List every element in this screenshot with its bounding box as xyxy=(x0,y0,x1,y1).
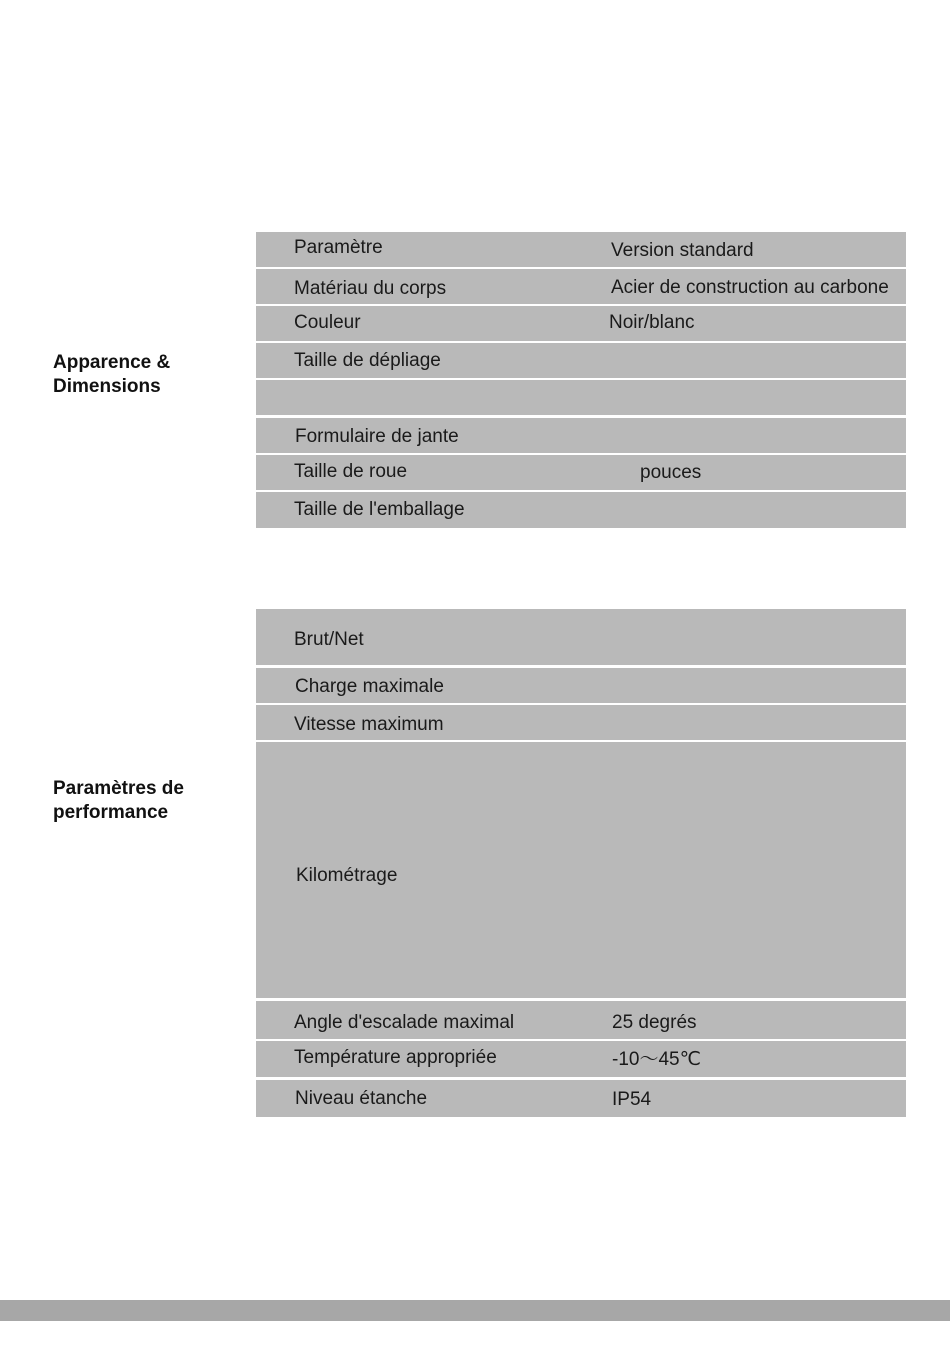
table-row xyxy=(256,343,906,378)
table-row xyxy=(256,742,906,998)
value-cell: Noir/blanc xyxy=(609,312,695,333)
value-cell: Acier de construction au carbone xyxy=(611,277,889,298)
value-cell: 25 degrés xyxy=(612,1012,697,1033)
param-cell: Taille de l'emballage xyxy=(294,499,465,520)
table-row xyxy=(256,609,906,665)
table-row xyxy=(256,1001,906,1039)
value-cell: Version standard xyxy=(611,240,754,261)
table-row xyxy=(256,1041,906,1077)
table-row xyxy=(256,1080,906,1117)
section-label-line: Dimensions xyxy=(53,376,161,397)
param-cell: Taille de dépliage xyxy=(294,350,441,371)
table-row xyxy=(256,668,906,703)
param-cell: Charge maximale xyxy=(295,676,444,697)
section-label-line: Paramètres de xyxy=(53,778,184,799)
table-row xyxy=(256,705,906,740)
param-cell: Niveau étanche xyxy=(295,1088,428,1109)
footer-bar xyxy=(0,1300,950,1321)
param-cell: Couleur xyxy=(294,312,361,333)
table-row xyxy=(256,418,906,453)
param-cell: Formulaire de jante xyxy=(295,426,459,447)
section-label-line: Apparence & xyxy=(53,352,171,373)
param-cell: Taille de roue xyxy=(294,461,408,482)
param-cell: Vitesse maximum xyxy=(294,714,444,735)
table-row xyxy=(256,380,906,415)
section-label-line: performance xyxy=(53,802,169,823)
param-cell: Brut/Net xyxy=(294,629,364,650)
param-cell: Angle d'escalade maximal xyxy=(294,1012,515,1033)
value-cell: IP54 xyxy=(612,1089,652,1110)
table-row xyxy=(256,455,906,490)
param-cell: Paramètre xyxy=(294,237,383,258)
section-label-appearance xyxy=(53,351,170,399)
value-cell: -10～45℃ xyxy=(612,1049,701,1070)
table-row xyxy=(256,269,906,304)
table-row xyxy=(256,306,906,341)
param-cell: Kilométrage xyxy=(296,865,398,886)
param-cell: Température appropriée xyxy=(294,1047,497,1068)
value-cell: pouces xyxy=(640,462,702,483)
table-row xyxy=(256,492,906,528)
section-label-performance xyxy=(53,777,184,825)
param-cell: Matériau du corps xyxy=(294,278,447,299)
table-row xyxy=(256,232,906,267)
